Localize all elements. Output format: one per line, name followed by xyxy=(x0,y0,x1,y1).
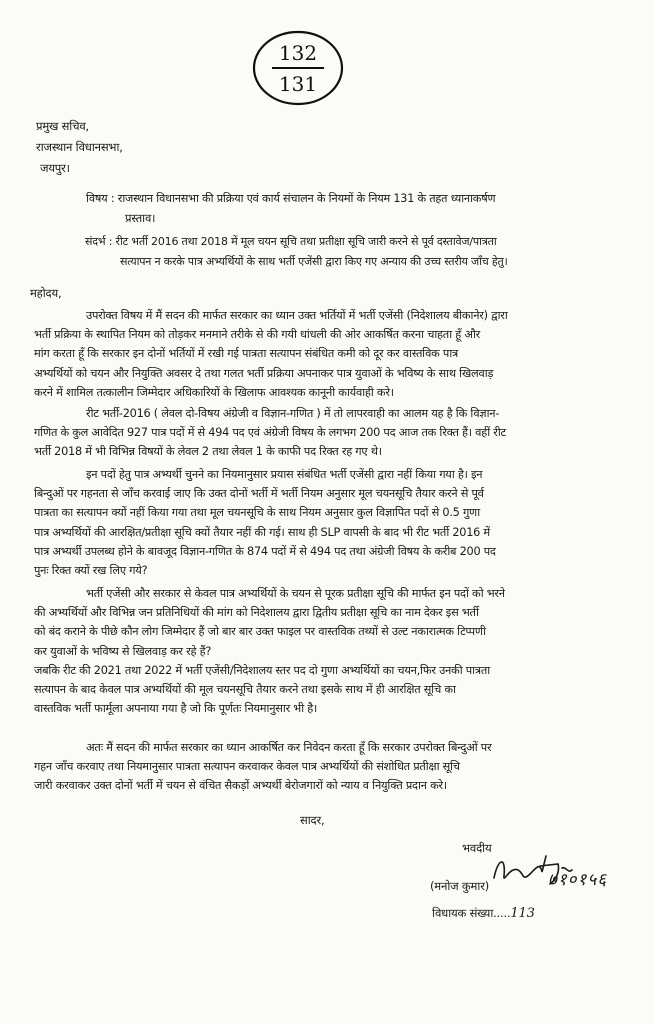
paragraph-line: अभ्यर्थियों को चयन और नियुक्ति अवसर दे तथा गलत भर्ती प्रक्रिया अपनाकर पात्र युवाओं के भविष्य के साथ खिलवाड़ xyxy=(34,366,494,380)
addressee-line1: प्रमुख सचिव, xyxy=(36,119,89,133)
paragraph-5 xyxy=(34,738,624,796)
paragraph-1 xyxy=(34,306,624,402)
member-number-label: विधायक संख्या xyxy=(432,906,494,920)
subject-line2: प्रस्ताव। xyxy=(125,211,156,225)
circle-mark-icon xyxy=(250,28,346,108)
member-number xyxy=(432,905,535,922)
paragraph-line: पात्र अभ्यर्थियों की आरक्षित/प्रतीक्षा सूचि क्यों तैयार नहीं की गई। साथ ही SLP वापसी के बाद भी रीट भर्ती 2016 में xyxy=(34,525,490,539)
reference-line2: सत्यापन न करके पात्र अभ्यर्थियों के साथ भर्ती एजेंसी द्वारा किए गए अन्याय की उच्च स्तरीय जाँच हेतु। xyxy=(120,255,508,268)
paragraph-line: पुनः रिक्त क्यों रख लिए गये? xyxy=(34,564,148,578)
subject-line1: विषय : राजस्थान विधानसभा की प्रक्रिया एवं कार्य संचालन के नियमों के नियम 131 के तहत ध्यानाकर्षण xyxy=(86,192,496,205)
addressee-line2: राजस्थान विधानसभा, xyxy=(36,140,123,154)
paragraph-line: रीट भर्ती-2016 ( लेवल दो-विषय अंग्रेजी व विज्ञान-गणित ) में तो लापरवाही का आलम यह है कि विज्ञान- xyxy=(86,407,500,420)
paragraph-line: कर युवाओं के भविष्य से खिलवाड़ कर रहे हैं? xyxy=(34,644,212,658)
paragraph-line: भर्ती प्रक्रिया के स्थापित नियम को तोड़कर मनमाने तरीके से की गयी धांधली की ओर आकर्षित करना चाहता हूँ और xyxy=(34,328,481,342)
paragraph-line: पात्र अभ्यर्थी उपलब्ध होने के बावजूद विज्ञान-गणित के 874 पदों में से 494 पद तथा अंग्रेजी विषय के करीब 200 पद xyxy=(34,544,496,558)
paragraph-line: की अभ्यर्थियों और विभिन्न जन प्रतिनिधियों की मांग को निदेशालय द्वारा द्वितीय प्रतीक्षा सूचि का नाम देकर इस भर्ती xyxy=(34,606,479,620)
salutation: महोदय, xyxy=(30,286,62,300)
paragraph-3 xyxy=(34,465,624,580)
stamp-bottom: 131 xyxy=(278,72,318,96)
handwritten-number: ७१०१५६ xyxy=(548,870,608,890)
paragraph-line: अतः मैं सदन की मार्फत सरकार का ध्यान आकर्षित कर निवेदन करता हूँ कि सरकार उपरोक्त बिन्दुओं पर xyxy=(86,741,492,754)
paragraph-line: वास्तविक भर्ती फार्मूला अपनाया गया है जो कि पूर्णतः नियमानुसार भी है। xyxy=(34,702,318,716)
signatory-name: (मनोज कुमार) xyxy=(430,879,489,893)
member-number-value: 113 xyxy=(510,906,535,921)
reference-line1: संदर्भ : रीट भर्ती 2016 तथा 2018 में मूल चयन सूचि तथा प्रतीक्षा सूचि जारी करने से पूर्व दस्तावेज/पात्रता xyxy=(85,235,497,248)
paragraph-2 xyxy=(34,404,624,462)
closing: सादर, xyxy=(300,813,325,827)
paragraph-line: जबकि रीट की 2021 तथा 2022 में भर्ती एजेंसी/निदेशालय स्तर पद दो गुणा अभ्यर्थियों का चयन,फिर उनकी पात्रता xyxy=(34,663,490,677)
stamp-top: 132 xyxy=(278,41,318,65)
paragraph-line: भर्ती 2018 में भी विभिन्न विषयों के लेवल 2 तथा लेवल 1 के काफी पद रिक्त रह गए थे। xyxy=(34,445,382,459)
paragraph-line: भर्ती एजेंसी और सरकार से केवल पात्र अभ्यर्थियों के चयन से पूरक प्रतीक्षा सूचि की मार्फत इन पदों को भरने xyxy=(86,587,505,600)
paragraph-4 xyxy=(34,584,624,718)
paragraph-line: सत्यापन के बाद केवल पात्र अभ्यर्थियों की मूल चयनसूचि तैयार करने तथा इसके साथ में ही आरक्षित सूचि का xyxy=(34,683,456,697)
paragraph-line: गणित के कुल आवेदित 927 पात्र पदों में से 494 पद एवं अंग्रेजी विषय के लगभग 200 पद आज तक रिक्त हैं। वहीं रीट xyxy=(34,426,506,440)
paragraph-line: पात्रता का सत्यापन क्यों नहीं किया गया तथा मूल चयनसूचि के साथ नियम अनुसार कुल विज्ञापित पदों से 0.5 गुणा xyxy=(34,506,480,520)
paragraph-line: जारी करवाकर उक्त दोनों भर्ती में चयन से वंचित सैकड़ों अभ्यर्थी बेरोजगारों को न्याय व नियुक्ति प्रदान करे। xyxy=(34,779,447,793)
paragraph-line: को बंद कराने के पीछे कौन लोग जिम्मेदार हैं जो बार बार उक्त फाइल पर वास्तविक तथ्यों से उल्ट नकारात्मक टिप्पणी xyxy=(34,625,486,639)
addressee-line3: जयपुर। xyxy=(40,161,70,175)
stamp-number xyxy=(250,28,346,108)
paragraph-line: बिन्दुओं पर गहनता से जाँच करवाई जाए कि उक्त दोनों भर्ती में भर्ती नियम अनुसार मूल चयनसूचि तैयार करने से पूर्व xyxy=(34,487,484,501)
paragraph-line: मांग करता हूँ कि सरकार इन दोनों भर्तियों में रखी गई पात्रता सत्यापन संबंधित कमी को दूर कर वास्तविक पात्र xyxy=(34,347,458,361)
paragraph-line: उपरोक्त विषय में मैं सदन की मार्फत सरकार का ध्यान उक्त भर्तियों में भर्ती एजेंसी (निदेशालय बीकानेर) द्वारा xyxy=(86,309,508,322)
member-number-dots: ..... xyxy=(493,906,511,920)
paragraph-line: करने में शामिल तत्कालीन जिम्मेदार अधिकारियों के खिलाफ आवश्यक कानूनी कार्यवाही करे। xyxy=(34,385,394,399)
yours-faithfully: भवदीय xyxy=(462,841,492,855)
paragraph-line: गहन जाँच करवाए तथा नियमानुसार पात्रता सत्यापन करवाकर केवल पात्र अभ्यर्थियों की संशोधित प्रतीक्षा सूचि xyxy=(34,760,460,774)
paragraph-line: इन पदों हेतु पात्र अभ्यर्थी चुनने का नियमानुसार प्रयास संबंधित भर्ती एजेंसी द्वारा नहीं किया गया है। इन xyxy=(86,468,483,481)
